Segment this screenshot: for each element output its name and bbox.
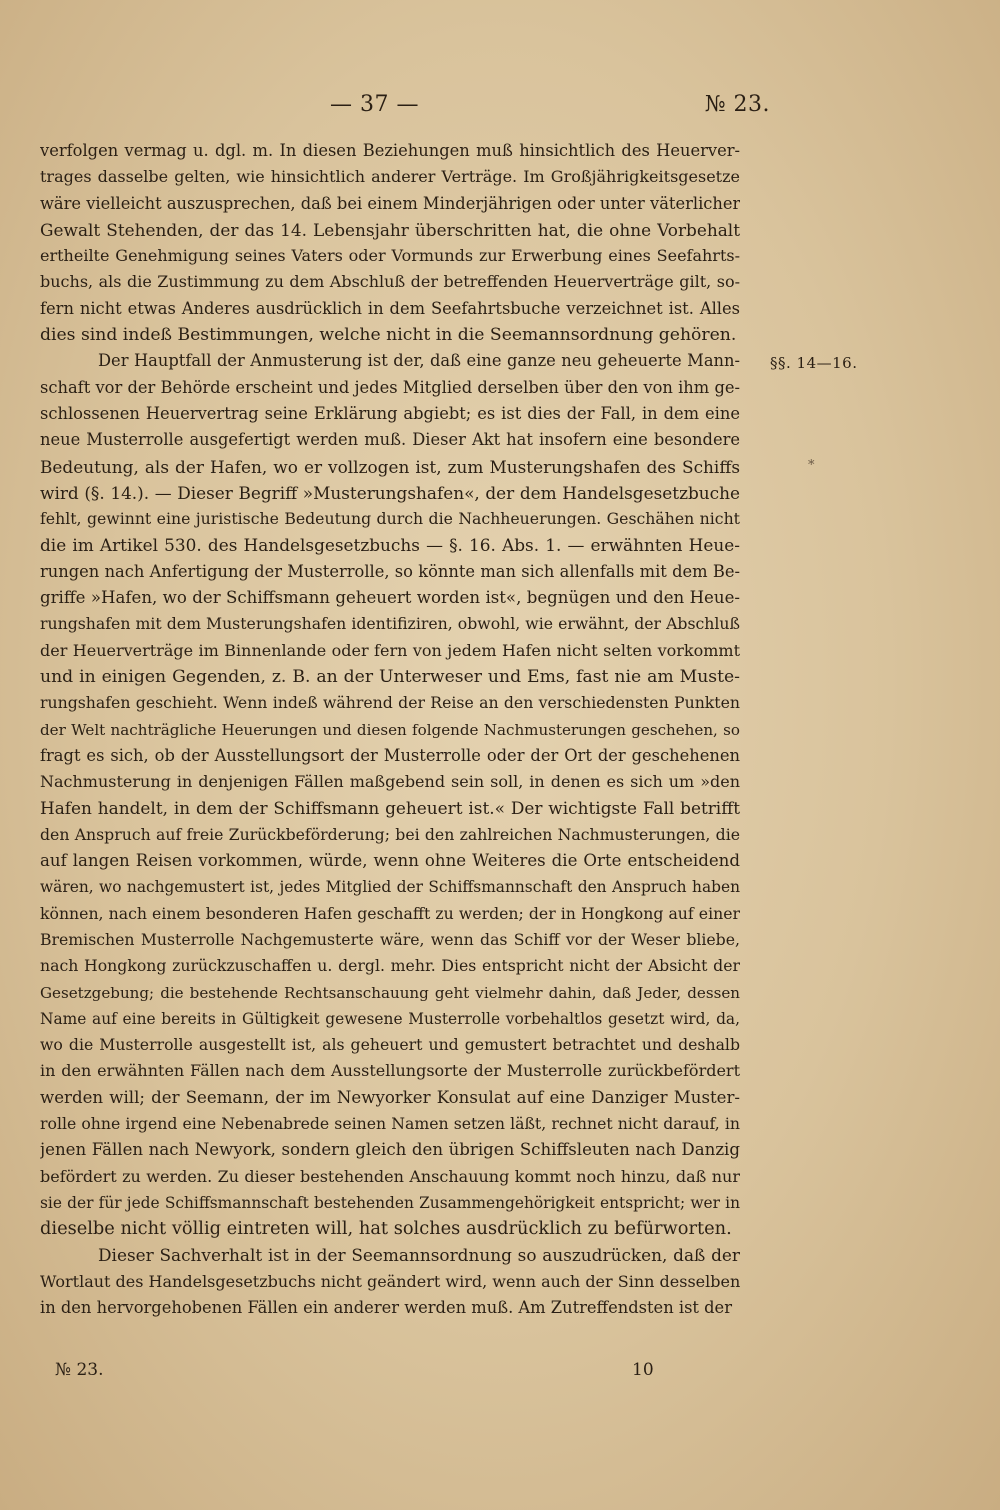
text-line: rungen nach Anfertigung der Musterrolle, so könnte man sich allenfalls mit dem Be- xyxy=(40,561,740,581)
paragraph xyxy=(40,348,740,1242)
text-line: Gewalt Stehenden, der das 14. Lebensjahr überschritten hat, die ohne Vorbehalt xyxy=(40,219,740,240)
text-line: wird (§. 14.). — Dieser Begriff »Musterungshafen«, der dem Handelsgesetzbuche xyxy=(40,482,740,503)
text-line: wären, wo nachgemustert ist, jedes Mitglied der Schiffsmannschaft den Anspruch haben xyxy=(40,878,740,897)
text-line: in den erwähnten Fällen nach dem Ausstellungsorte der Musterrolle zurückbefördert xyxy=(40,1061,740,1081)
text-line: in den hervorgehobenen Fällen ein anderer werden muß. Am Zutreffendsten ist der xyxy=(40,1298,732,1318)
text-line: griffe »Hafen, wo der Schiffsmann geheuert worden ist«, begnügen und den Heue- xyxy=(40,588,740,608)
text-line: befördert zu werden. Zu dieser bestehenden Anschauung kommt noch hinzu, daß nur xyxy=(40,1166,740,1186)
text-line: schaft vor der Behörde erscheint und jedes Mitglied derselben über den von ihm ge- xyxy=(40,377,740,397)
body-text xyxy=(40,138,740,1321)
page-footer xyxy=(55,1360,655,1386)
text-line: Bremischen Musterrolle Nachgemusterte wäre, wenn das Schiff vor der Weser bliebe, xyxy=(40,929,740,949)
text-line: den Anspruch auf freie Zurückbeförderung; bei den zahlreichen Nachmusterungen, die xyxy=(40,824,740,844)
paragraph xyxy=(40,138,740,348)
text-line: rungshafen mit dem Musterungshafen identifiziren, obwohl, wie erwähnt, der Abschluß xyxy=(40,614,740,634)
text-line: dies sind indeß Bestimmungen, welche nicht in die Seemannsordnung gehören. xyxy=(40,325,737,346)
paragraph xyxy=(40,1242,740,1321)
margin-mark: * xyxy=(808,458,815,473)
text-line: verfolgen vermag u. dgl. m. In diesen Beziehungen muß hinsichtlich des Heuerver- xyxy=(40,141,740,160)
text-line: rolle ohne irgend eine Nebenabrede seinen Namen setzen läßt, rechnet nicht darauf, in xyxy=(40,1113,740,1133)
text-line: Bedeutung, als der Hafen, wo er vollzogen ist, zum Musterungshafen des Schiffs xyxy=(40,456,740,477)
text-line: fehlt, gewinnt eine juristische Bedeutung durch die Nachheuerungen. Geschähen nicht xyxy=(40,509,740,529)
text-line: wo die Musterrolle ausgestellt ist, als geheuert und gemustert betrachtet und deshalb xyxy=(40,1035,740,1055)
text-line: neue Musterrolle ausgefertigt werden muß. Dieser Akt hat insofern eine besondere xyxy=(40,430,740,450)
text-line: Nachmusterung in denjenigen Fällen maßgebend sein soll, in denen es sich um »den xyxy=(40,772,740,792)
text-line: Name auf eine bereits in Gültigkeit gewesene Musterrolle vorbehaltlos gesetzt wird, da, xyxy=(40,1009,740,1028)
footer-signature: № 23. xyxy=(55,1360,104,1380)
text-line: Hafen handelt, in dem der Schiffsmann geheuert ist.« Der wichtigste Fall betrifft xyxy=(40,798,740,819)
text-line: wäre vielleicht auszusprechen, daß bei einem Minderjährigen oder unter väterlicher xyxy=(40,193,740,213)
footer-sheet-number: 10 xyxy=(632,1360,654,1380)
text-line: Dieser Sachverhalt ist in der Seemannsordnung so auszudrücken, daß der xyxy=(98,1245,740,1266)
text-line: Gesetzgebung; die bestehende Rechtsanschauung geht vielmehr dahin, daß Jeder, dessen xyxy=(40,983,740,1002)
text-line: schlossenen Heuervertrag seine Erklärung abgiebt; es ist dies der Fall, in dem eine xyxy=(40,403,740,423)
text-line: dieselbe nicht völlig eintreten will, hat solches ausdrücklich zu befürworten. xyxy=(40,1218,732,1240)
text-line: jenen Fällen nach Newyork, sondern gleich den übrigen Schiffsleuten nach Danzig xyxy=(40,1140,740,1160)
text-line: der Welt nachträgliche Heuerungen und diesen folgende Nachmusterungen geschehen, so xyxy=(40,720,740,739)
text-line: nach Hongkong zurückzuschaffen u. dergl. mehr. Dies entspricht nicht der Absicht der xyxy=(40,956,740,976)
text-line: rungshafen geschieht. Wenn indeß während der Reise an den verschiedensten Punkten xyxy=(40,693,740,713)
text-line: fragt es sich, ob der Ausstellungsort der Musterrolle oder der Ort der geschehenen xyxy=(40,745,740,765)
text-line: fern nicht etwas Anderes ausdrücklich in dem Seefahrtsbuche verzeichnet ist. Alles xyxy=(40,298,740,318)
text-line: trages dasselbe gelten, wie hinsichtlich anderer Verträge. Im Großjährigkeitsgesetze xyxy=(40,167,740,187)
text-line: und in einigen Gegenden, z. B. an der Unterweser und Ems, fast nie am Muste- xyxy=(40,666,740,687)
page-header xyxy=(330,92,770,122)
text-line: werden will; der Seemann, der im Newyorker Konsulat auf eine Danziger Muster- xyxy=(40,1087,740,1107)
text-line: Wortlaut des Handelsgesetzbuchs nicht geändert wird, wenn auch der Sinn desselben xyxy=(40,1271,740,1291)
page-number: — 37 — xyxy=(330,92,419,117)
text-line: buchs, als die Zustimmung zu dem Abschluß der betreffenden Heuerverträge gilt, so- xyxy=(40,272,740,292)
text-line: auf langen Reisen vorkommen, würde, wenn ohne Weiteres die Orte entscheidend xyxy=(40,851,740,871)
document-number: № 23. xyxy=(704,92,770,117)
text-line: sie der für jede Schiffsmannschaft bestehenden Zusammengehörigkeit entspricht; wer in xyxy=(40,1193,740,1212)
text-line: die im Artikel 530. des Handelsgesetzbuchs — §. 16. Abs. 1. — erwähnten Heue- xyxy=(40,535,740,556)
margin-note: §§. 14—16. xyxy=(770,354,858,372)
text-line: Der Hauptfall der Anmusterung ist der, daß eine ganze neu geheuerte Mann- xyxy=(98,351,740,371)
text-line: können, nach einem besonderen Hafen geschafft zu werden; der in Hongkong auf einer xyxy=(40,903,740,923)
text-line: der Heuerverträge im Binnenlande oder fern von jedem Hafen nicht selten vorkommt xyxy=(40,640,740,660)
text-line: ertheilte Genehmigung seines Vaters oder Vormunds zur Erwerbung eines Seefahrts- xyxy=(40,246,740,266)
